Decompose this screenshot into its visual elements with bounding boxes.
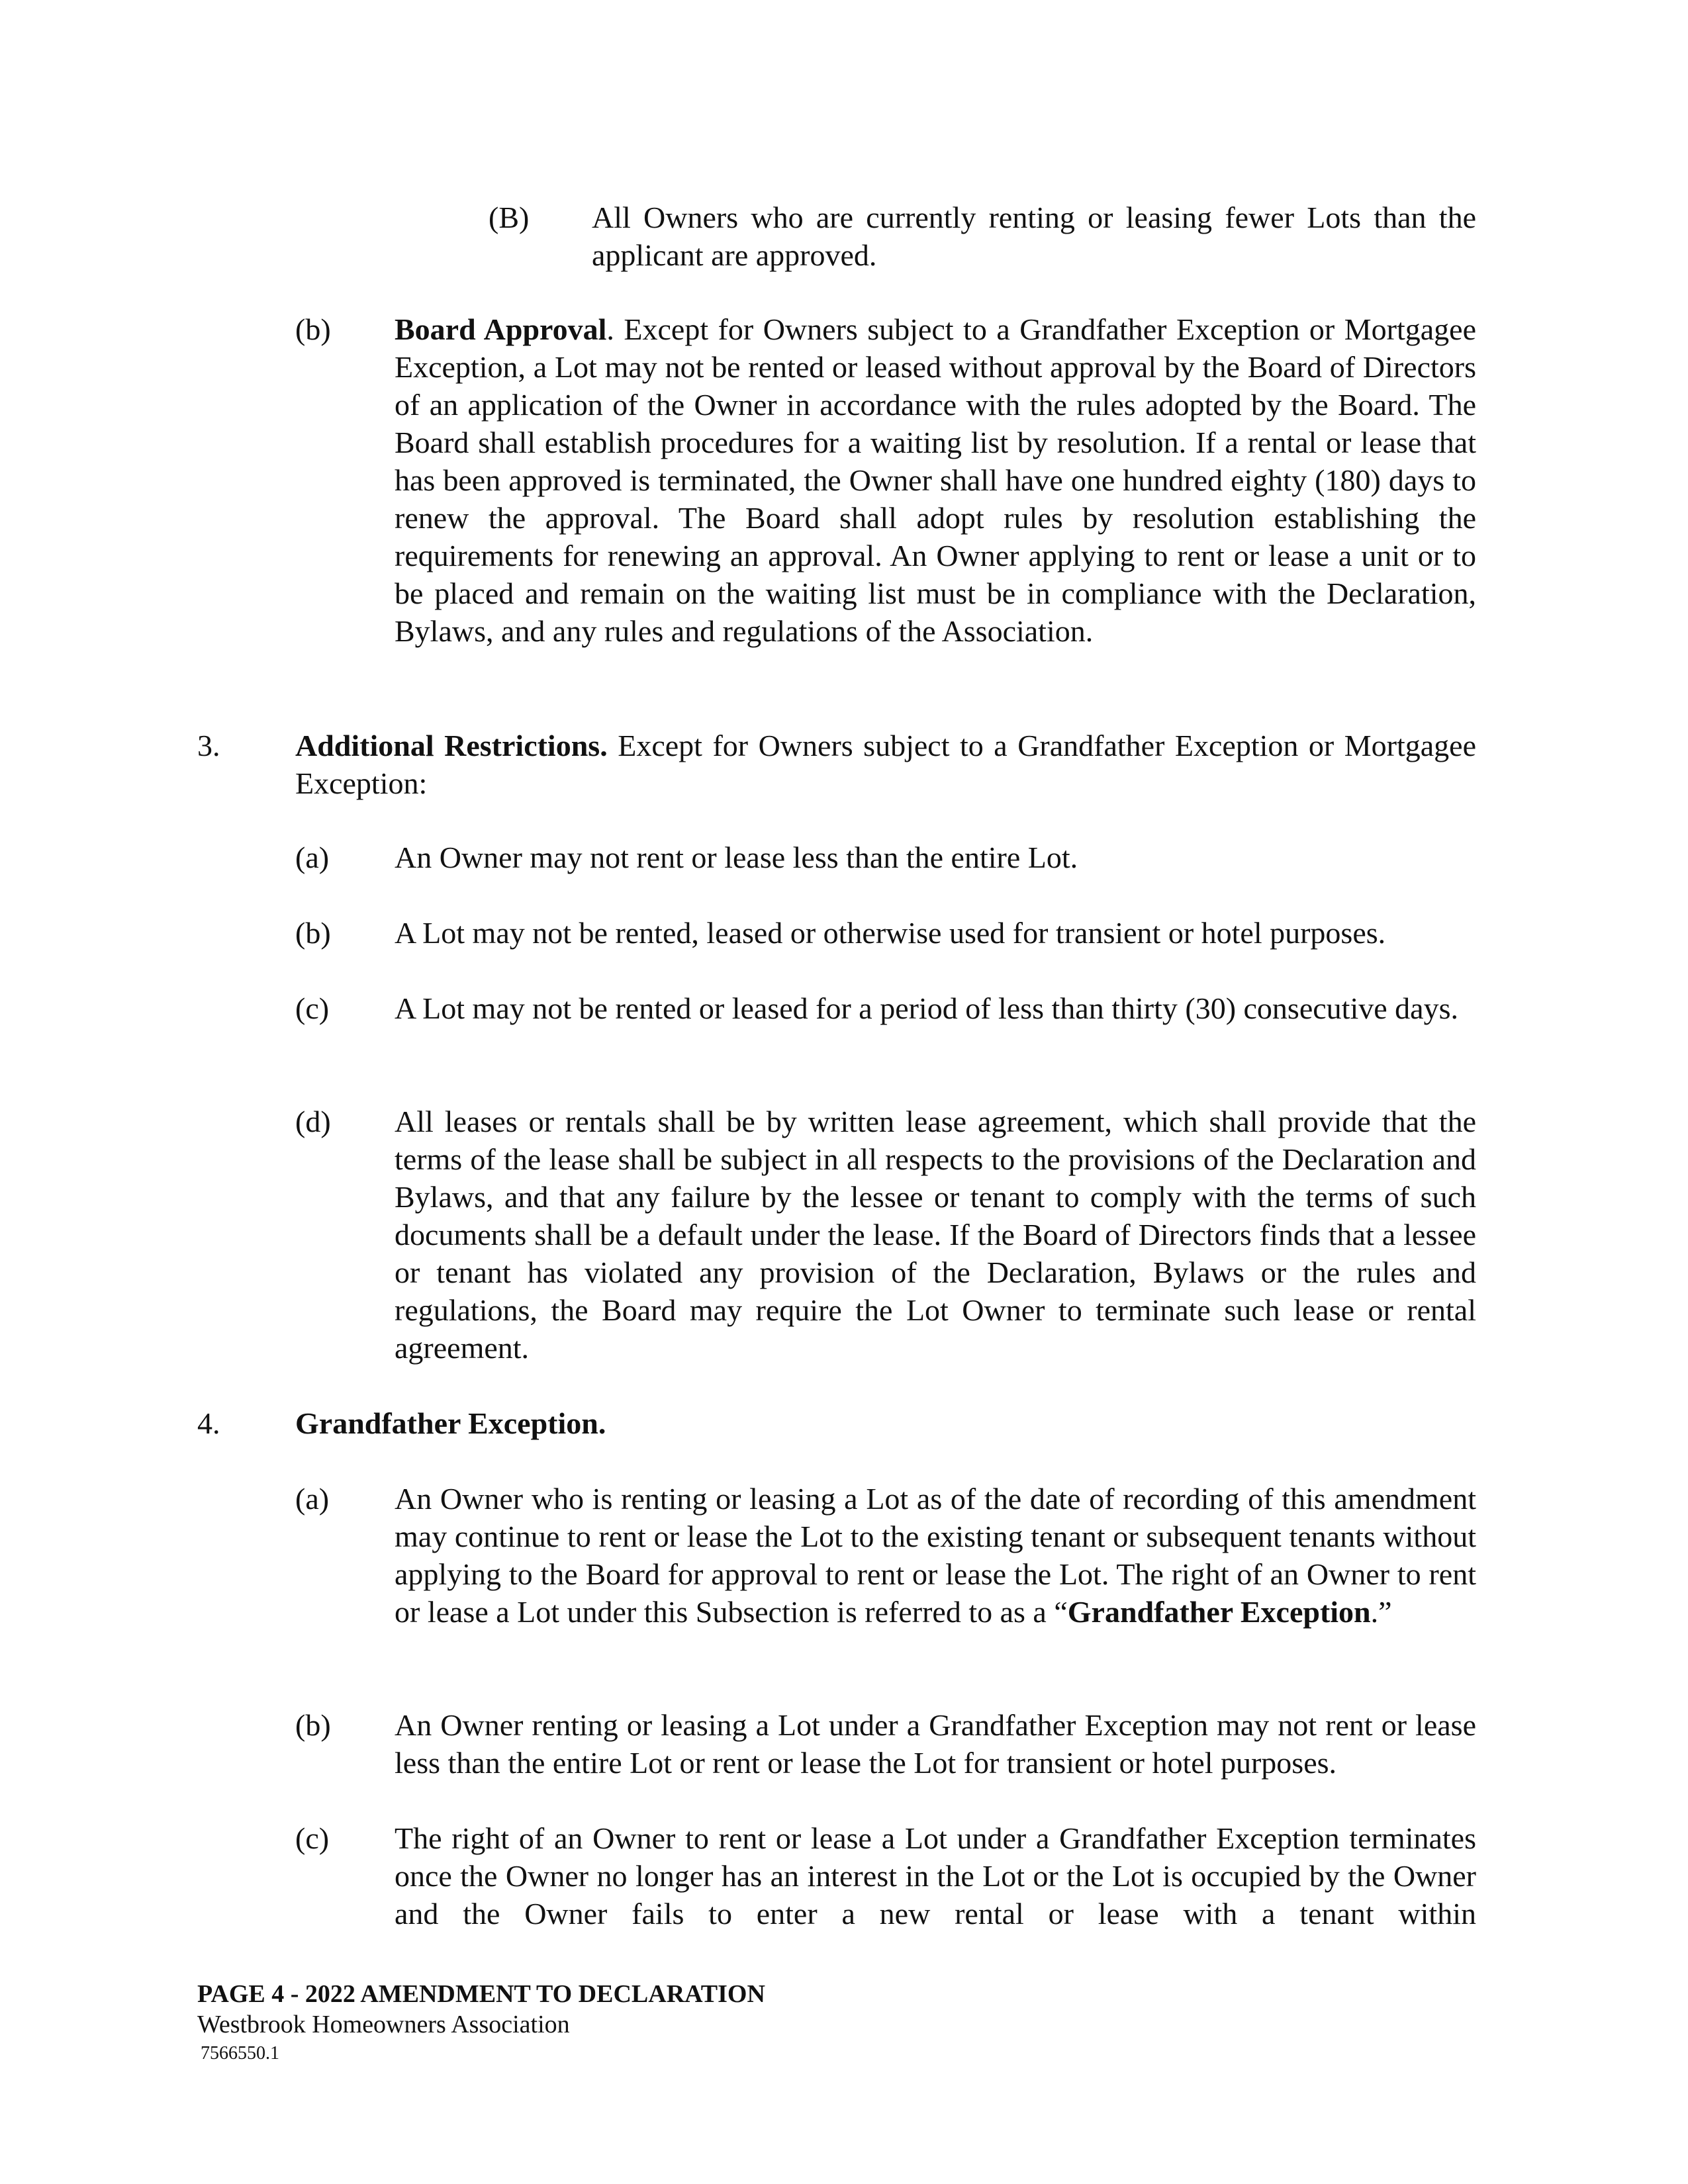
s3-d-marker: (d) [295, 1105, 331, 1138]
section-3-text: Except for Owners subject to a Grandfather Exception or Mortgagee Exception: [295, 729, 1477, 800]
s4-c-text: The right of an Owner to rent or lease a Lot under a Grandfather Exception terminates once the Owner no longer has an interest in the Lot or the Lot is occupied by the Owner and the Owner fails to enter a new rental or lease with a tenant within [395, 1821, 1476, 1931]
s4-b-text: An Owner renting or leasing a Lot under a Grandfather Exception may not rent or lease less than the entire Lot or rent or lease the Lot for transient or hotel purposes. [395, 1708, 1476, 1780]
s4-a-text-end: .” [1370, 1595, 1392, 1629]
subitem-B-text: All Owners who are currently renting or leasing fewer Lots than the applicant are approved. [592, 201, 1476, 272]
s3-a-marker: (a) [295, 841, 330, 874]
s3-b-text: A Lot may not be rented, leased or otherwise used for transient or hotel purposes. [395, 916, 1386, 950]
s3-c-text: A Lot may not be rented or leased for a period of less than thirty (30) consecutive days. [395, 991, 1458, 1025]
s4-c-marker: (c) [295, 1821, 330, 1855]
section-4-heading: Grandfather Exception. [295, 1406, 606, 1440]
section-number-4: 4. [197, 1406, 220, 1440]
section-3-paragraph [295, 727, 1476, 802]
footer-association-name: Westbrook Homeowners Association [197, 2011, 570, 2038]
footer-page-title: PAGE 4 - 2022 AMENDMENT TO DECLARATION [197, 1980, 765, 2008]
board-approval-text: . Except for Owners subject to a Grandfather Exception or Mortgagee Exception, a Lot may not be rented or leased without approval by the Board of Directors of an application of the Owner in accordance with the rules adopted by the Board. The Board shall establish procedures for a waiting list by resolution. If a rental or lease that has been approved is terminated, the Owner shall have one hundred eighty (180) days to renew the approval. The Board shall adopt rules by resolution establishing the requirements for renewing an approval. An Owner applying to rent or lease a unit or to be placed and remain on the waiting list must be in compliance with the Declaration, Bylaws, and any rules and regulations of the Association. [395, 312, 1476, 648]
s4-b-marker: (b) [295, 1708, 331, 1742]
subitem-marker-b-board: (b) [295, 312, 331, 346]
section-3-heading: Additional Restrictions. [295, 729, 608, 762]
s4-a-marker: (a) [295, 1482, 330, 1516]
board-approval-paragraph [395, 310, 1476, 650]
footer-document-id: 7566550.1 [201, 2043, 279, 2064]
s3-a-text: An Owner may not rent or lease less than the entire Lot. [395, 841, 1078, 874]
section-number-3: 3. [197, 729, 220, 762]
grandfather-exception-defined-term: Grandfather Exception [1067, 1595, 1371, 1629]
s4-a-paragraph [395, 1480, 1476, 1631]
subitem-marker-B: (B) [489, 201, 530, 234]
s4-a-text: An Owner who is renting or leasing a Lot as of the date of recording of this amendment may continue to rent or lease the Lot to the existing tenant or subsequent tenants without applying to the Board for approval to rent or lease the Lot. The right of an Owner to rent or lease a Lot under this Subsection is referred to as a “ [395, 1482, 1476, 1629]
s3-c-marker: (c) [295, 991, 330, 1025]
board-approval-heading: Board Approval [395, 312, 607, 346]
s3-d-text: All leases or rentals shall be by written lease agreement, which shall provide that the terms of the lease shall be subject in all respects to the provisions of the Declaration and Bylaws, and that any failure by the lessee or tenant to comply with the terms of such documents shall be a default under the lease. If the Board of Directors finds that a lessee or tenant has violated any provision of the Declaration, Bylaws or the rules and regulations, the Board may require the Lot Owner to terminate such lease or rental agreement. [395, 1105, 1476, 1365]
s3-b-marker: (b) [295, 916, 331, 950]
